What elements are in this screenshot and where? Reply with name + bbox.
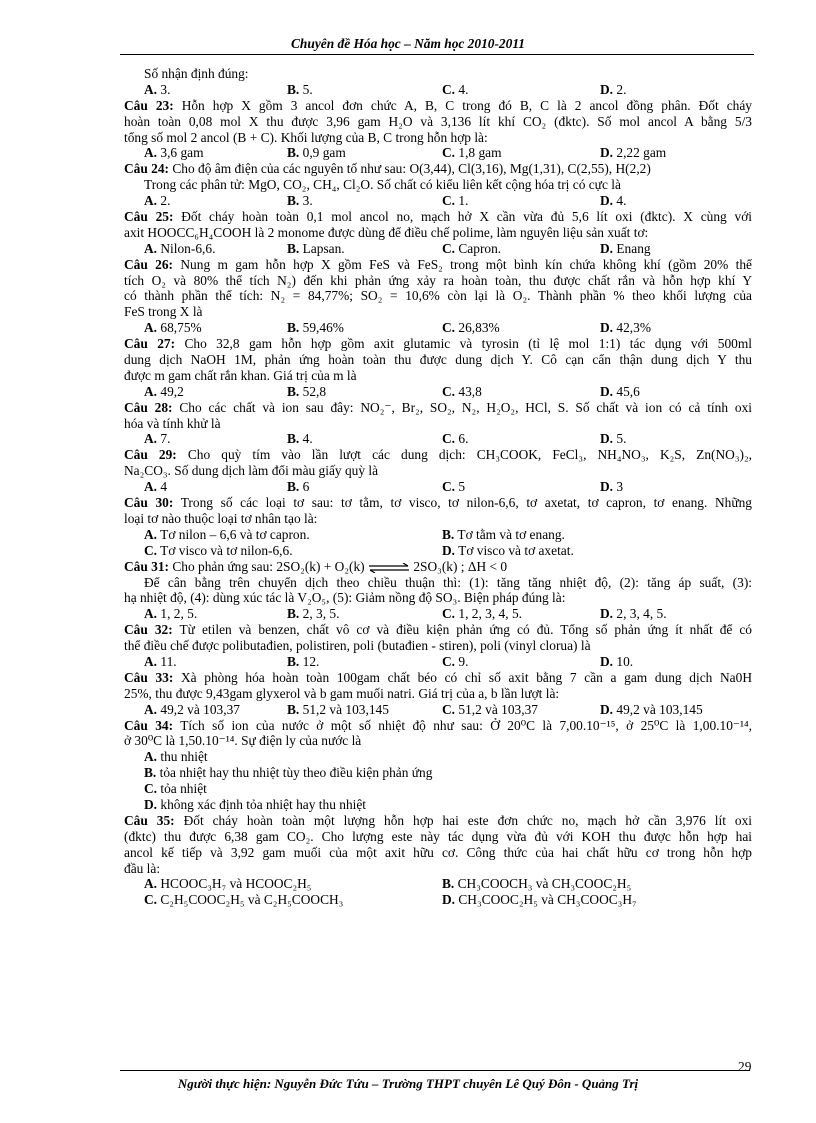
question-text: tích O₂ và 80% thể tích N₂) đến khi phản ứng xảy ra hoàn toàn, thu được chất rắn và hỗn hợp khí Y: [124, 272, 752, 288]
option-d: D. Enang: [600, 240, 651, 256]
answer-options: [124, 527, 752, 543]
question-label: Câu 30:: [124, 495, 174, 511]
option-d: D. 45,6: [600, 383, 640, 399]
question-text: hạ nhiệt độ, (4): dùng xúc tác là V₂O₅, (5): Giảm nồng độ SO₃. Biện pháp đúng là:: [124, 590, 566, 606]
answer-options: [124, 193, 752, 209]
answer-options: [124, 606, 752, 622]
option-a: A. Tơ nilon – 6,6 và tơ capron.: [144, 526, 310, 542]
question-32: Câu 32: Từ etilen và benzen, chất vô cơ và điều kiện phản ứng có đủ. Tổng số phản ứng ít nhất để có: [124, 622, 752, 638]
question-27: Câu 27: Cho 32,8 gam hỗn hợp gồm axit glutamic và tyrosin (tỉ lệ mol 1:1) tác dụng với 500ml: [124, 336, 752, 352]
option-b: B. 52,8: [287, 383, 327, 399]
page-number: 29: [738, 1059, 752, 1074]
option-d: D. 49,2 và 103,145: [600, 701, 703, 717]
question-text: hoàn toàn 0,08 mol X thu được 3,96 gam H₂O và 3,136 lít khí CO₂ (đktc). Số mol ancol A bằng 5/3: [124, 113, 752, 129]
option-c: C. 1.: [442, 193, 469, 209]
option-b: B. 3.: [287, 193, 313, 209]
question-text: axit HOOCC₆H₄COOH là 2 monome được dùng để điều chế polime, làm nguyên liệu sản xuất tơ:: [124, 224, 649, 240]
option-b: B. 59,46%: [287, 320, 344, 336]
question-text: ancol kế tiếp và 3,92 gam muối của một axit hữu cơ. Công thức của hai chất hữu cơ trong hỗn hợp: [124, 844, 752, 860]
option-a: A. 49,2 và 103,37: [144, 701, 240, 717]
option-a: A. 3,6 gam: [144, 145, 204, 161]
option-b: B. 4.: [287, 431, 313, 447]
page-footer: Người thực hiện: Nguyễn Đức Tứu – Trường THPT chuyên Lê Quý Đôn - Quảng Trị: [177, 1076, 639, 1091]
question-label: Câu 32:: [124, 622, 173, 638]
question-label: Câu 31:: [124, 558, 170, 574]
option-a: A. HCOOC₃H₇ và HCOOC₂H₅: [144, 876, 312, 892]
option-a: A. 4: [144, 479, 168, 495]
question-label: Câu 24:: [124, 161, 170, 177]
question-23: Câu 23: Hỗn hợp X gồm 3 ancol đơn chức A, B, C trong đó B, C là 2 ancol đồng phân. Đốt cháy: [124, 97, 752, 113]
option-c: C. tỏa nhiệt: [144, 781, 207, 797]
question-text: thể điều chế được polibutađien, polistiren, poli (butađien - stiren), poli (vinyl clorua) là: [124, 638, 591, 654]
option-a: A. 11.: [144, 653, 177, 669]
option-d: D. 4.: [600, 193, 627, 209]
question-text: được m gam chất rắn khan. Giá trị của m là: [124, 367, 357, 383]
question-text: Số nhận định đúng:: [144, 66, 249, 81]
option-b: B. CH₃COOCH₃ và CH₃COOC₂H₅: [442, 876, 632, 892]
option-a: A. 49,2: [144, 383, 184, 399]
question-text: Na₂CO₃. Số dung dịch làm đổi màu giấy quỳ là: [124, 463, 379, 479]
option-d: D. 2, 3, 4, 5.: [600, 606, 667, 622]
option-b: B. Tơ tằm và tơ enang.: [442, 526, 565, 542]
answer-options: [124, 320, 752, 336]
option-b: B. 6: [287, 479, 310, 495]
option-b: B. 51,2 và 103,145: [287, 701, 389, 717]
option-c: C. 5: [442, 479, 466, 495]
option-c: C. 26,83%: [442, 320, 500, 336]
answer-options: [124, 543, 752, 559]
question-29: Câu 29: Cho quỳ tím vào lần lượt các dung dịch: CH₃COOK, FeCl₃, NH₄NO₃, K₂S, Zn(NO₃)₂,: [124, 447, 752, 463]
question-label: Câu 34:: [124, 717, 174, 733]
question-label: Câu 27:: [124, 336, 176, 352]
page-content: [124, 66, 752, 908]
option-d: D. 5.: [600, 431, 627, 447]
answer-options: [124, 82, 752, 98]
option-d: D. CH₃COOC₂H₅ và CH₃COOC₃H₇: [442, 892, 637, 908]
answer-options: [124, 892, 752, 908]
question-text: ở 30⁰C là 1,50.10⁻¹⁴. Sự điện ly của nước là: [124, 733, 362, 749]
option-a: A. 2.: [144, 193, 171, 209]
question-text: loại tơ nào thuộc loại tơ nhân tạo là:: [124, 510, 318, 526]
option-c: C. C₂H₅COOC₂H₅ và C₂H₅COOCH₃: [144, 892, 344, 908]
answer-options: [124, 702, 752, 718]
option-d: D. 3: [600, 479, 624, 495]
question-label: Câu 25:: [124, 209, 174, 225]
question-text: tổng số mol 2 ancol (B + C). Khối lượng của B, C trong hỗn hợp là:: [124, 129, 488, 145]
option-c: C. 9.: [442, 653, 469, 669]
option-b: B. 12.: [287, 653, 320, 669]
option-b: B. 0,9 gam: [287, 145, 346, 161]
question-30: Câu 30: Trong số các loại tơ sau: tơ tằm, tơ visco, tơ nilon-6,6, tơ axetat, tơ capron, tơ enang. Những: [124, 495, 752, 511]
option-b: B. 2, 3, 5.: [287, 606, 340, 622]
option-c: C. 43,8: [442, 383, 482, 399]
question-33: Câu 33: Xà phòng hóa hoàn toàn 100gam chất béo có chỉ số axit bằng 7 cần a gam dung dịch Na0H: [124, 669, 752, 685]
footer-divider: [120, 1070, 750, 1071]
question-label: Câu 28:: [124, 399, 173, 415]
question-31: Câu 31: Cho phản ứng sau: 2SO₂(k) + O₂(k) 2SO₃(k) ; ΔH < 0: [124, 558, 508, 574]
question-label: Câu 33:: [124, 669, 174, 685]
question-text: Trong các phân tử: MgO, CO₂, CH₄, Cl₂O. Số chất có kiểu liên kết cộng hóa trị có cực là: [144, 177, 621, 193]
option-d: D. không xác định tỏa nhiệt hay thu nhiệt: [144, 796, 367, 812]
header-divider: [120, 54, 754, 55]
answer-options: [124, 145, 752, 161]
answer-options: [124, 876, 752, 892]
option-a: A. Nilon-6,6.: [144, 240, 216, 256]
question-28: Câu 28: Cho các chất và ion sau đây: NO₂⁻, Br₂, SO₂, N₂, H₂O₂, HCl, S. Số chất và ion có cả tính oxi: [124, 399, 752, 415]
question-label: Câu 26:: [124, 256, 174, 272]
answer-options: [124, 479, 752, 495]
question-label: Câu 29:: [124, 447, 177, 463]
option-d: D. 2,22 gam: [600, 145, 667, 161]
question-text: (đktc) thu được 6,38 gam CO₂. Cho lượng este này tác dụng vừa đủ với KOH thu được hỗn hợp hai: [124, 828, 752, 844]
option-a: A. thu nhiệt: [144, 749, 208, 765]
question-text: có thành phần thể tích: N₂ = 84,77%; SO₂ = 10,6% còn lại là O₂. Thành phần % theo khối lượng của: [124, 288, 752, 304]
option-b: B. 5.: [287, 81, 313, 97]
question-text: hóa và tính khử là: [124, 415, 221, 431]
equilibrium-arrow-icon: [368, 563, 410, 573]
answer-options: [124, 431, 752, 447]
option-c: C. 1, 2, 3, 4, 5.: [442, 606, 522, 622]
question-35: Câu 35: Đốt cháy hoàn toàn một lượng hỗn hợp hai este đơn chức no, mạch hở cần 3,976 lít oxi: [124, 812, 752, 828]
answer-options: [124, 654, 752, 670]
option-a: A. 1, 2, 5.: [144, 606, 198, 622]
option-d: D. 42,3%: [600, 320, 651, 336]
option-d: D. 10.: [600, 653, 634, 669]
question-label: Câu 35:: [124, 812, 175, 828]
question-text: Để cân bằng trên chuyển dịch theo chiều thuận thì: (1): tăng tăng nhiệt độ, (2): tăng áp suất, (3):: [144, 574, 752, 590]
option-b: B. tỏa nhiệt hay thu nhiệt tùy theo điều kiện phản ứng: [144, 765, 433, 781]
answer-options: [124, 241, 752, 257]
option-c: C. Tơ visco và tơ nilon-6,6.: [144, 542, 293, 558]
option-c: C. 4.: [442, 81, 469, 97]
question-34: Câu 34: Tích số ion của nước ở một số nhiệt độ như sau: Ở 20⁰C là 7,00.10⁻¹⁵, ở 25⁰C là 1,00.10⁻¹⁴,: [124, 717, 752, 733]
question-25: Câu 25: Đốt cháy hoàn toàn 0,1 mol ancol no, mạch hở X cần vừa đủ 5,6 lít oxi (đktc). X cùng với: [124, 209, 752, 225]
answer-options: [124, 384, 752, 400]
question-24: Câu 24: Cho độ âm điện của các nguyên tố như sau: O(3,44), Cl(3,16), Mg(1,31), C(2,55), H(2,2): [124, 161, 651, 177]
option-c: C. 1,8 gam: [442, 145, 502, 161]
option-c: C. 51,2 và 103,37: [442, 701, 538, 717]
option-a: A. 68,75%: [144, 320, 202, 336]
question-text: FeS trong X là: [124, 304, 203, 320]
option-b: B. Lapsan.: [287, 240, 345, 256]
page-header: Chuyên đề Hóa học – Năm học 2010-2011: [291, 36, 525, 51]
option-c: C. 6.: [442, 431, 469, 447]
option-a: A. 7.: [144, 431, 171, 447]
option-d: D. Tơ visco và tơ axetat.: [442, 542, 574, 558]
question-text: dung dịch NaOH 1M, phản ứng hoàn toàn thu được dung dịch Y. Cô cạn cẩn thận dung dịch Y thu: [124, 352, 752, 368]
option-c: C. Capron.: [442, 240, 502, 256]
question-label: Câu 23:: [124, 97, 174, 113]
option-a: A. 3.: [144, 81, 171, 97]
option-d: D. 2.: [600, 81, 627, 97]
question-text: 25%, thu được 9,43gam glyxerol và b gam muối natri. Giá trị của a, b lần lượt là:: [124, 685, 560, 701]
question-text: đầu là:: [124, 860, 161, 876]
question-26: Câu 26: Nung m gam hỗn hợp X gồm FeS và FeS₂ trong một bình kín chứa không khí (gồm 20% thể: [124, 256, 752, 272]
